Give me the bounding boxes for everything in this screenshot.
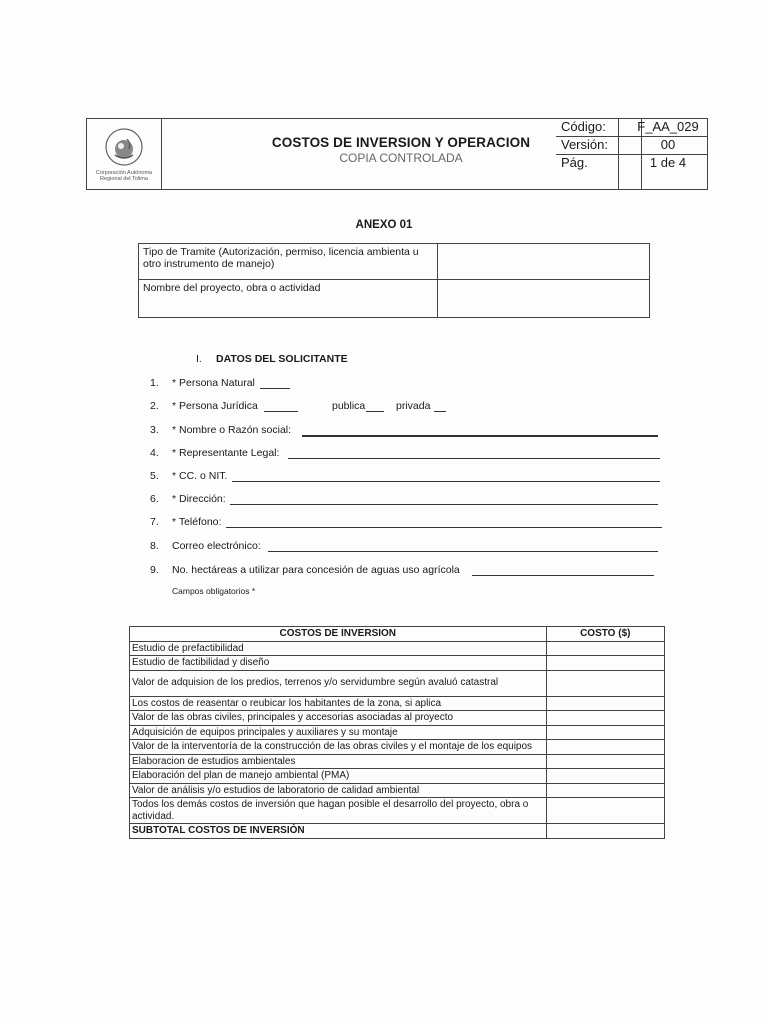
cost-value[interactable] — [546, 656, 664, 671]
field-number: 6. — [150, 493, 159, 505]
cost-item: Valor de las obras civiles, principales y accesorias asociadas al proyecto — [130, 711, 547, 726]
table-row — [130, 656, 665, 671]
cost-item: Elaboracion de estudios ambientales — [130, 754, 547, 769]
meta-row-version — [556, 136, 708, 155]
razon-social-blank[interactable] — [302, 424, 658, 437]
subtotal-value[interactable] — [546, 824, 664, 839]
table-row — [130, 769, 665, 784]
cost-item: Estudio de prefactibilidad — [130, 641, 547, 656]
cost-value[interactable] — [546, 725, 664, 740]
field-label: * Teléfono: — [172, 516, 222, 528]
cost-item: Los costos de reasentar o reubicar los habitantes de la zona, si aplica — [130, 696, 547, 711]
direccion-blank[interactable] — [230, 493, 658, 505]
logo-subtitle: Corporación Autónoma Regional del Tolima — [95, 170, 153, 182]
document-subtitle: COPIA CONTROLADA — [339, 151, 463, 165]
cost-item: Elaboración del plan de manejo ambiental (PMA) — [130, 769, 547, 784]
version-label: Versión: — [561, 137, 608, 152]
anexo-title: ANEXO 01 — [355, 219, 413, 231]
cost-item: Estudio de factibilidad y diseño — [130, 656, 547, 671]
table-row — [130, 670, 665, 696]
field-number: 5. — [150, 470, 159, 482]
cost-value[interactable] — [546, 769, 664, 784]
field-label: * Persona Natural — [172, 377, 255, 389]
field-label: * Nombre o Razón social: — [172, 424, 292, 436]
codigo-label: Código: — [561, 119, 606, 134]
hectareas-blank[interactable] — [472, 564, 654, 576]
table-row — [130, 783, 665, 798]
meta-block — [556, 119, 706, 190]
cortolima-logo-icon — [91, 121, 157, 171]
field-label: * CC. o NIT. — [172, 470, 228, 482]
field-number: 9. — [150, 564, 159, 576]
privada-label: privada — [396, 400, 431, 412]
section-number: I. — [196, 353, 202, 365]
table-row — [130, 725, 665, 740]
cost-value[interactable] — [546, 798, 664, 824]
field-number: 3. — [150, 424, 159, 436]
cc-nit-blank[interactable] — [232, 470, 660, 482]
table-row — [139, 280, 650, 318]
field-number: 1. — [150, 377, 159, 389]
cost-item: Adquisición de equipos principales y auxiliares y su montaje — [130, 725, 547, 740]
cost-value[interactable] — [546, 696, 664, 711]
cost-value[interactable] — [546, 711, 664, 726]
pag-value: 1 de 4 — [649, 155, 687, 170]
subtotal-row — [130, 824, 665, 839]
header-costo: COSTO ($) — [546, 627, 664, 642]
table-row — [130, 740, 665, 755]
cost-item: Valor de la interventoría de la construcción de las obras civiles y el montaje de los equipos — [130, 740, 547, 755]
cost-item: Valor de adquision de los predios, terrenos y/o servidumbre según avaluó catastral — [130, 670, 547, 696]
cost-value[interactable] — [546, 783, 664, 798]
telefono-blank[interactable] — [226, 516, 662, 528]
codigo-value: F_AA_029 — [637, 119, 699, 134]
table-row — [130, 754, 665, 769]
persona-natural-blank[interactable] — [260, 377, 290, 389]
section-title: DATOS DEL SOLICITANTE — [216, 353, 348, 365]
correo-blank[interactable] — [268, 540, 658, 552]
table-row — [130, 711, 665, 726]
header-costos-inversion: COSTOS DE INVERSION — [130, 627, 547, 642]
table-row — [139, 244, 650, 280]
publica-label: publica — [332, 400, 366, 412]
field-number: 8. — [150, 540, 159, 552]
version-value: 00 — [660, 137, 676, 152]
representante-legal-blank[interactable] — [288, 447, 660, 459]
field-label: * Persona Jurídica — [172, 400, 258, 412]
cost-value[interactable] — [546, 740, 664, 755]
tramite-label: Tipo de Tramite (Autorización, permiso, licencia ambienta u otro instrumento de manejo) — [139, 244, 438, 280]
costos-inversion-table — [129, 626, 665, 839]
logo — [87, 119, 162, 189]
table-row — [130, 696, 665, 711]
cost-item: Valor de análisis y/o estudios de laboratorio de calidad ambiental — [130, 783, 547, 798]
pag-label: Pág. — [561, 155, 588, 170]
meta-divider — [618, 118, 619, 190]
cost-value[interactable] — [546, 754, 664, 769]
cost-value[interactable] — [546, 641, 664, 656]
cost-value[interactable] — [546, 670, 664, 696]
proyecto-value[interactable] — [438, 280, 650, 318]
table-header-row — [130, 627, 665, 642]
tramite-table — [138, 243, 650, 318]
cost-item: Todos los demás costos de inversión que hagan posible el desarrollo del proyecto, obra o actividad. — [130, 798, 547, 824]
meta-row-codigo — [556, 118, 708, 137]
subtotal-label: SUBTOTAL COSTOS DE INVERSIÓN — [130, 824, 547, 839]
field-number: 4. — [150, 447, 159, 459]
table-row — [130, 798, 665, 824]
field-label: * Dirección: — [172, 493, 226, 505]
proyecto-label: Nombre del proyecto, obra o actividad — [139, 280, 438, 318]
document-title: COSTOS DE INVERSION Y OPERACION — [271, 135, 531, 150]
privada-blank[interactable] — [434, 400, 446, 412]
tramite-value[interactable] — [438, 244, 650, 280]
field-number: 2. — [150, 400, 159, 412]
persona-juridica-blank[interactable] — [264, 400, 298, 412]
field-label: * Representante Legal: — [172, 447, 280, 459]
publica-blank[interactable] — [366, 400, 384, 412]
table-row — [130, 641, 665, 656]
meta-row-pag — [556, 154, 708, 172]
required-fields-note: Campos obligatorios * — [172, 586, 256, 596]
field-number: 7. — [150, 516, 159, 528]
field-label: Correo electrónico: — [172, 540, 261, 552]
field-label: No. hectáreas a utilizar para concesión de aguas uso agrícola — [172, 564, 460, 576]
